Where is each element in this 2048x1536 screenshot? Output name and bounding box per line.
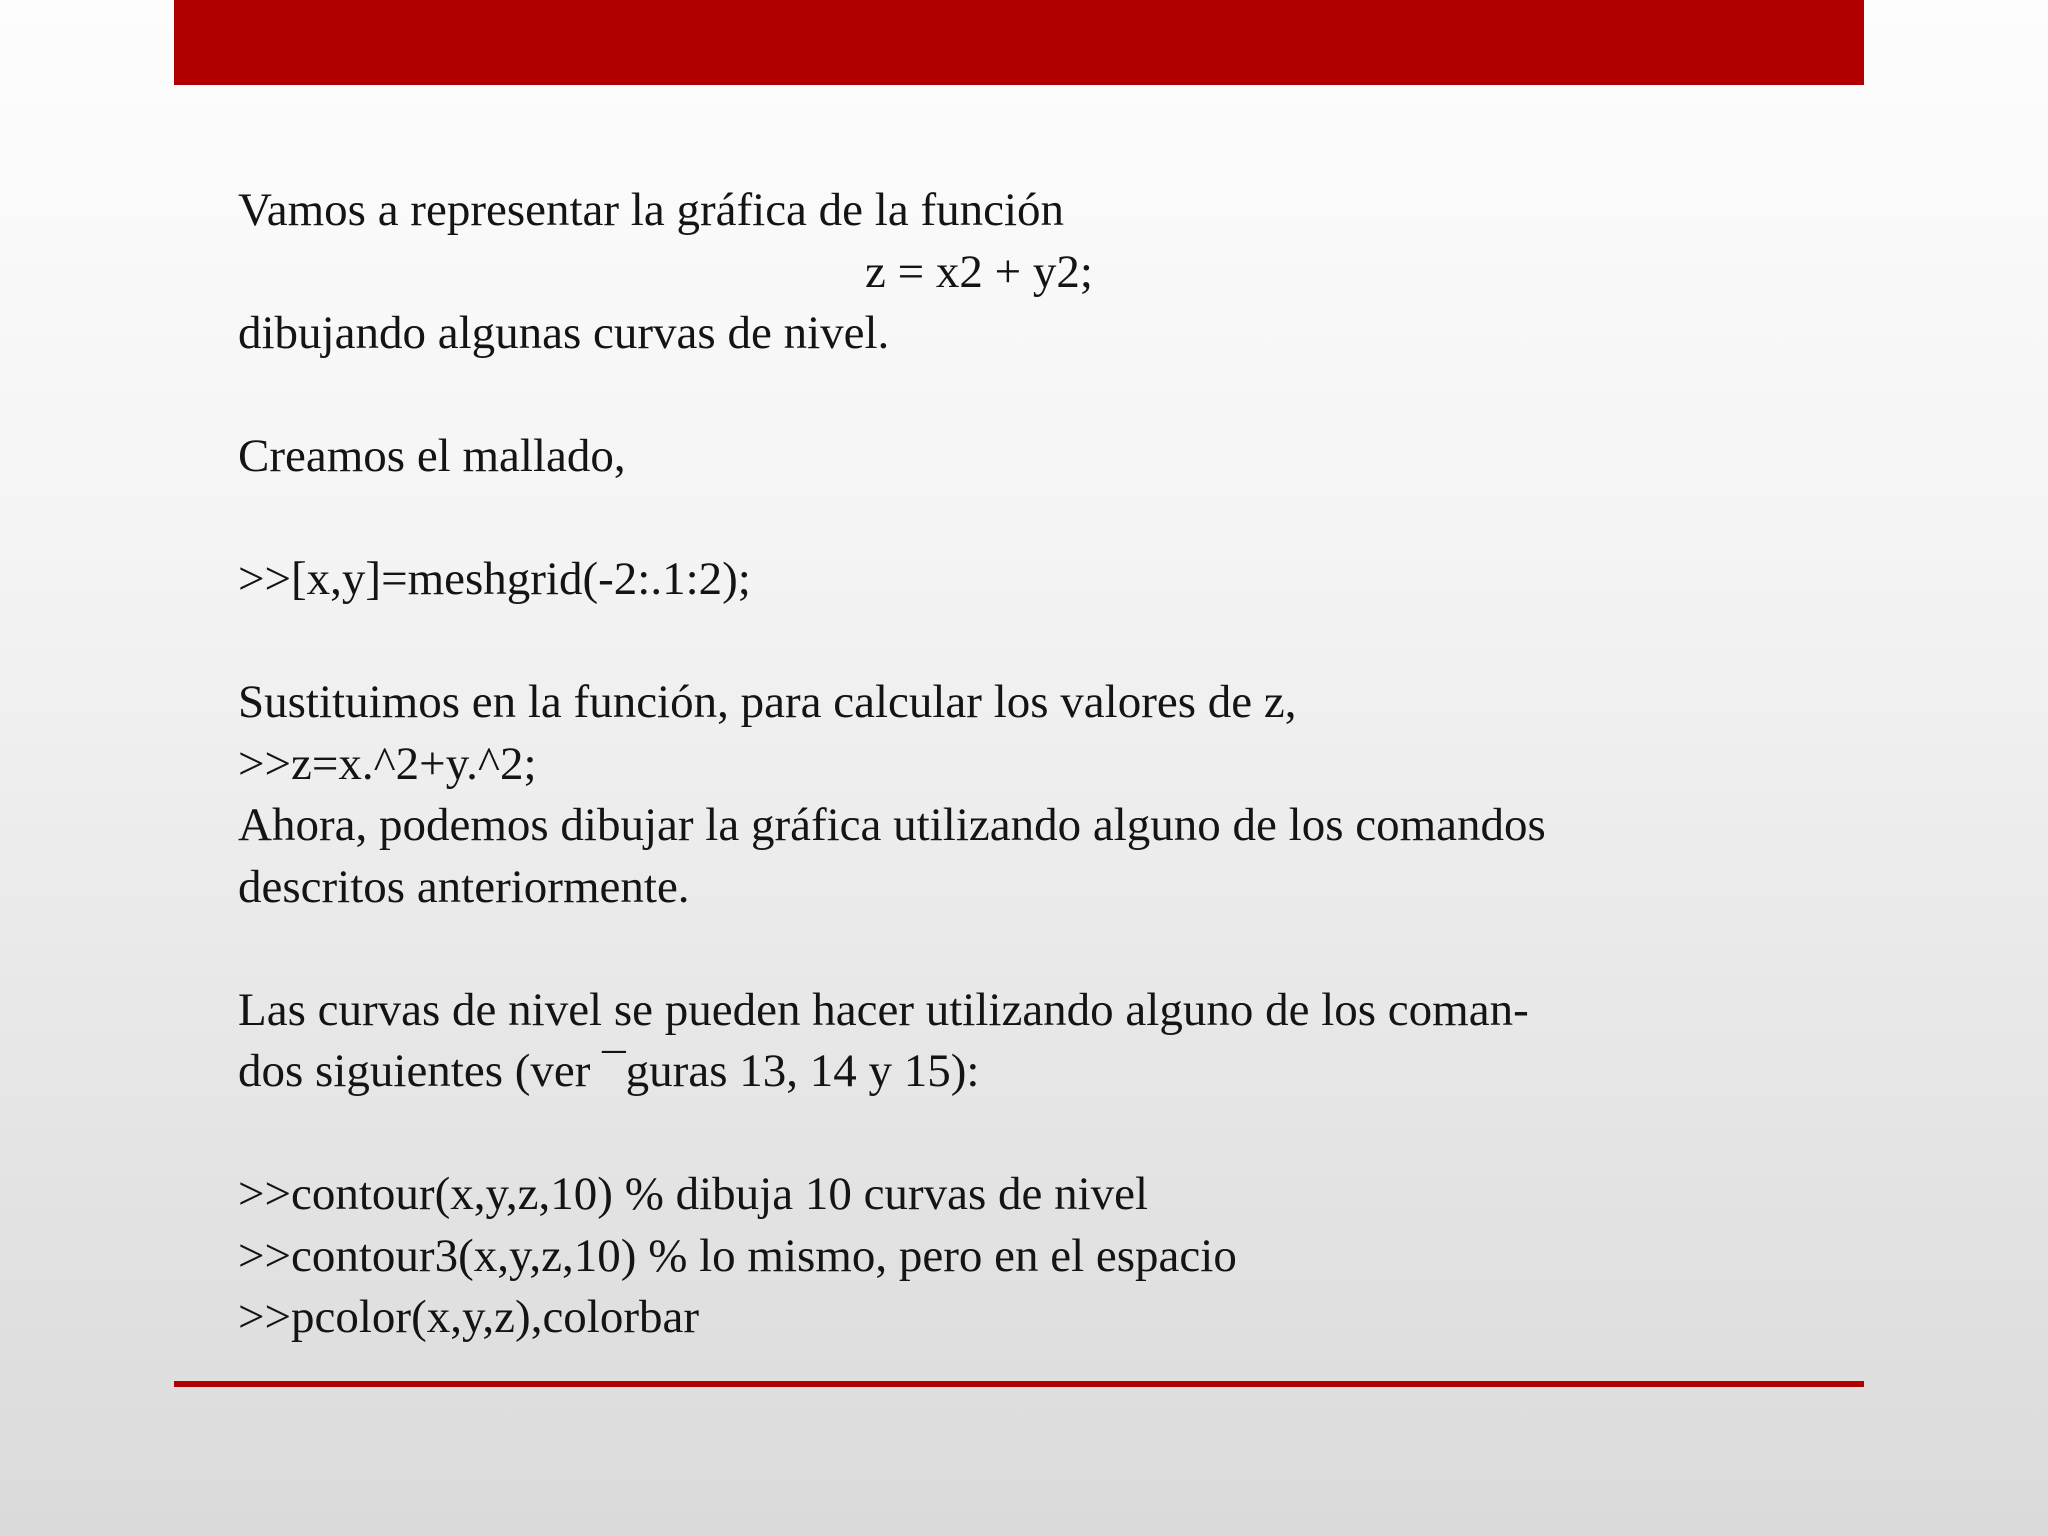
- slide-body: [238, 180, 1798, 1349]
- text-line: Creamos el mallado,: [238, 430, 626, 482]
- text-line: dibujando algunas curvas de nivel.: [238, 307, 890, 359]
- code-line: >>pcolor(x,y,z),colorbar: [238, 1291, 700, 1343]
- code-line: >>contour3(x,y,z,10) % lo mismo, pero en el espacio: [238, 1229, 1237, 1282]
- text-line: descritos anteriormente.: [238, 860, 690, 913]
- text-line: Sustituimos en la función, para calcular los valores de z,: [238, 676, 1297, 728]
- blank-line: [238, 1103, 1798, 1165]
- blank-line: [238, 918, 1798, 980]
- text-line: Ahora, podemos dibujar la gráfica utilizando alguno de los comandos: [238, 799, 1546, 851]
- code-line: >>z=x.^2+y.^2;: [238, 737, 537, 790]
- text-line: dos siguientes (ver ¯guras 13, 14 y 15):: [238, 1045, 980, 1097]
- bottom-accent-rule: [174, 1381, 1864, 1387]
- blank-line: [238, 365, 1798, 427]
- blank-line: [238, 611, 1798, 673]
- formula-line: z = x2 + y2;: [865, 245, 1093, 298]
- text-line: Vamos a representar la gráfica de la función: [238, 184, 1065, 236]
- top-accent-bar: [174, 0, 1864, 85]
- code-line: >>contour(x,y,z,10) % dibuja 10 curvas de nivel: [238, 1168, 1149, 1220]
- blank-line: [238, 488, 1798, 550]
- code-line: >>[x,y]=meshgrid(-2:.1:2);: [238, 553, 751, 605]
- text-line: Las curvas de nivel se pueden hacer utilizando alguno de los coman-: [238, 983, 1529, 1036]
